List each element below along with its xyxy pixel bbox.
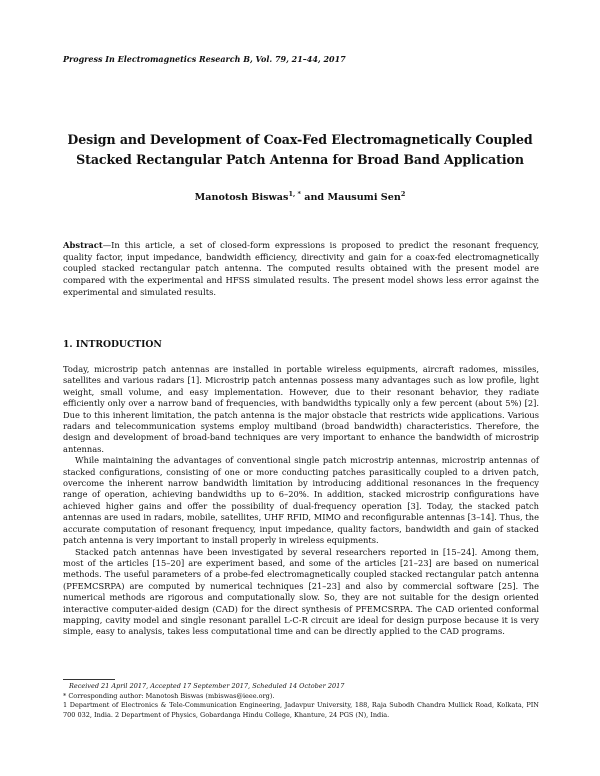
footnote-divider bbox=[63, 679, 115, 680]
title-line-1: Design and Development of Coax-Fed Electromagnetically Coupled bbox=[67, 132, 533, 147]
author-1: Manotosh Biswas bbox=[194, 192, 289, 204]
author-conjunction: and bbox=[300, 192, 328, 204]
corresponding-author: * Corresponding author: Manotosh Biswas (mbiswas@ieee.org). bbox=[63, 691, 275, 700]
section-body bbox=[63, 364, 539, 638]
title-line-2: Stacked Rectangular Patch Antenna for Broad Band Application bbox=[76, 152, 524, 167]
abstract bbox=[63, 240, 539, 299]
author-list bbox=[40, 190, 560, 203]
paragraph-3: Stacked patch antennas have been investigated by several researchers reported in [15–24]. Among them, most of the articles [15–20] are experiment based, and some of the articles [21–23] are based on numerical methods. The useful parameters of a probe-fed electromagnetically coupled stacked rectangular patch antenna (PFEMCSRPA) are computed by numerical techniques [21–23] and also by commercial software [25]. The numerical methods are rigorous and computationally slow. So, they are not suitable for the design oriented interactive computer-aided design (CAD) for the direct synthesis of PFEMCSRPA. The CAD oriented conformal mapping, cavity model and single resonant parallel L-C-R circuit are ideal for design purpose because it is very simple, easy to analysis, takes less computational time and can be directly applied to the CAD programs. bbox=[63, 546, 539, 637]
paragraph-1: Today, microstrip patch antennas are installed in portable wireless equipments, aircraft radomes, missiles, satellites and various radars [1]. Microstrip patch antennas possess many advantages such as low profile, light weight, small volume, and easy implementation. However, due to their resonant behavior, they radiate efficiently only over a narrow band of frequencies, with bandwidths typically only a few percent (about 5%) [2]. Due to this inherent limitation, the patch antenna is the major obstacle that restricts wide applications. Various radars and telecommunication systems employ multiband (broad bandwidth) characteristics. Therefore, the design and development of broad-band techniques are very important to enhance the bandwidth of microstrip antennas. bbox=[63, 364, 539, 454]
journal-header: Progress In Electromagnetics Research B, Vol. 79, 21–44, 2017 bbox=[63, 54, 346, 64]
affiliations: 1 Department of Electronics & Tele-Communication Engineering, Jadavpur University, 188, Raja Subodh Chandra Mullick Road, Kolkata, PIN 700 032, India. 2 Department of Physics, Gobardanga Hindu College, Khanture, 24 PGS (N), India. bbox=[63, 701, 539, 719]
footnotes bbox=[63, 682, 539, 720]
abstract-text: —In this article, a set of closed-form expressions is proposed to predict the resonant frequency, quality factor, input impedance, bandwidth efficiency, directivity and gain for a coax-fed electromagnetically coupled stacked rectangular patch antenna. The computed results obtained with the present model are compared with the experimental and HFSS simulated results. The present model shows less error against the experimental and simulated results. bbox=[63, 240, 539, 297]
author-2-affiliation: 2 bbox=[400, 190, 406, 198]
author-2: Mausumi Sen bbox=[327, 192, 401, 204]
section-heading: 1. INTRODUCTION bbox=[63, 339, 162, 350]
author-1-affiliation: 1, * bbox=[288, 190, 301, 198]
paper-title bbox=[40, 130, 560, 170]
abstract-label: Abstract bbox=[63, 240, 103, 250]
received-dates: Received 21 April 2017, Accepted 17 September 2017, Scheduled 14 October 2017 bbox=[69, 682, 345, 690]
paragraph-2: While maintaining the advantages of conventional single patch microstrip antennas, microstrip antennas of stacked configurations, consisting of one or more conducting patches parasitically coupled to a driven patch, overcome the inherent narrow bandwidth limitation by introducing additional resonances in the frequency range of operation, achieving bandwidths up to 6–20%. In addition, stacked microstrip configurations have achieved higher gains and offer the possibility of dual-frequency operation [3]. Today, the stacked patch antennas are used in radars, mobile, satellites, UHF RFID, MIMO and reconfigurable antennas [3–14]. Thus, the accurate computation of resonant frequency, input impedance, quality factors, bandwidth and gain of stacked patch antenna is very important to install properly in wireless equipments. bbox=[63, 455, 539, 546]
